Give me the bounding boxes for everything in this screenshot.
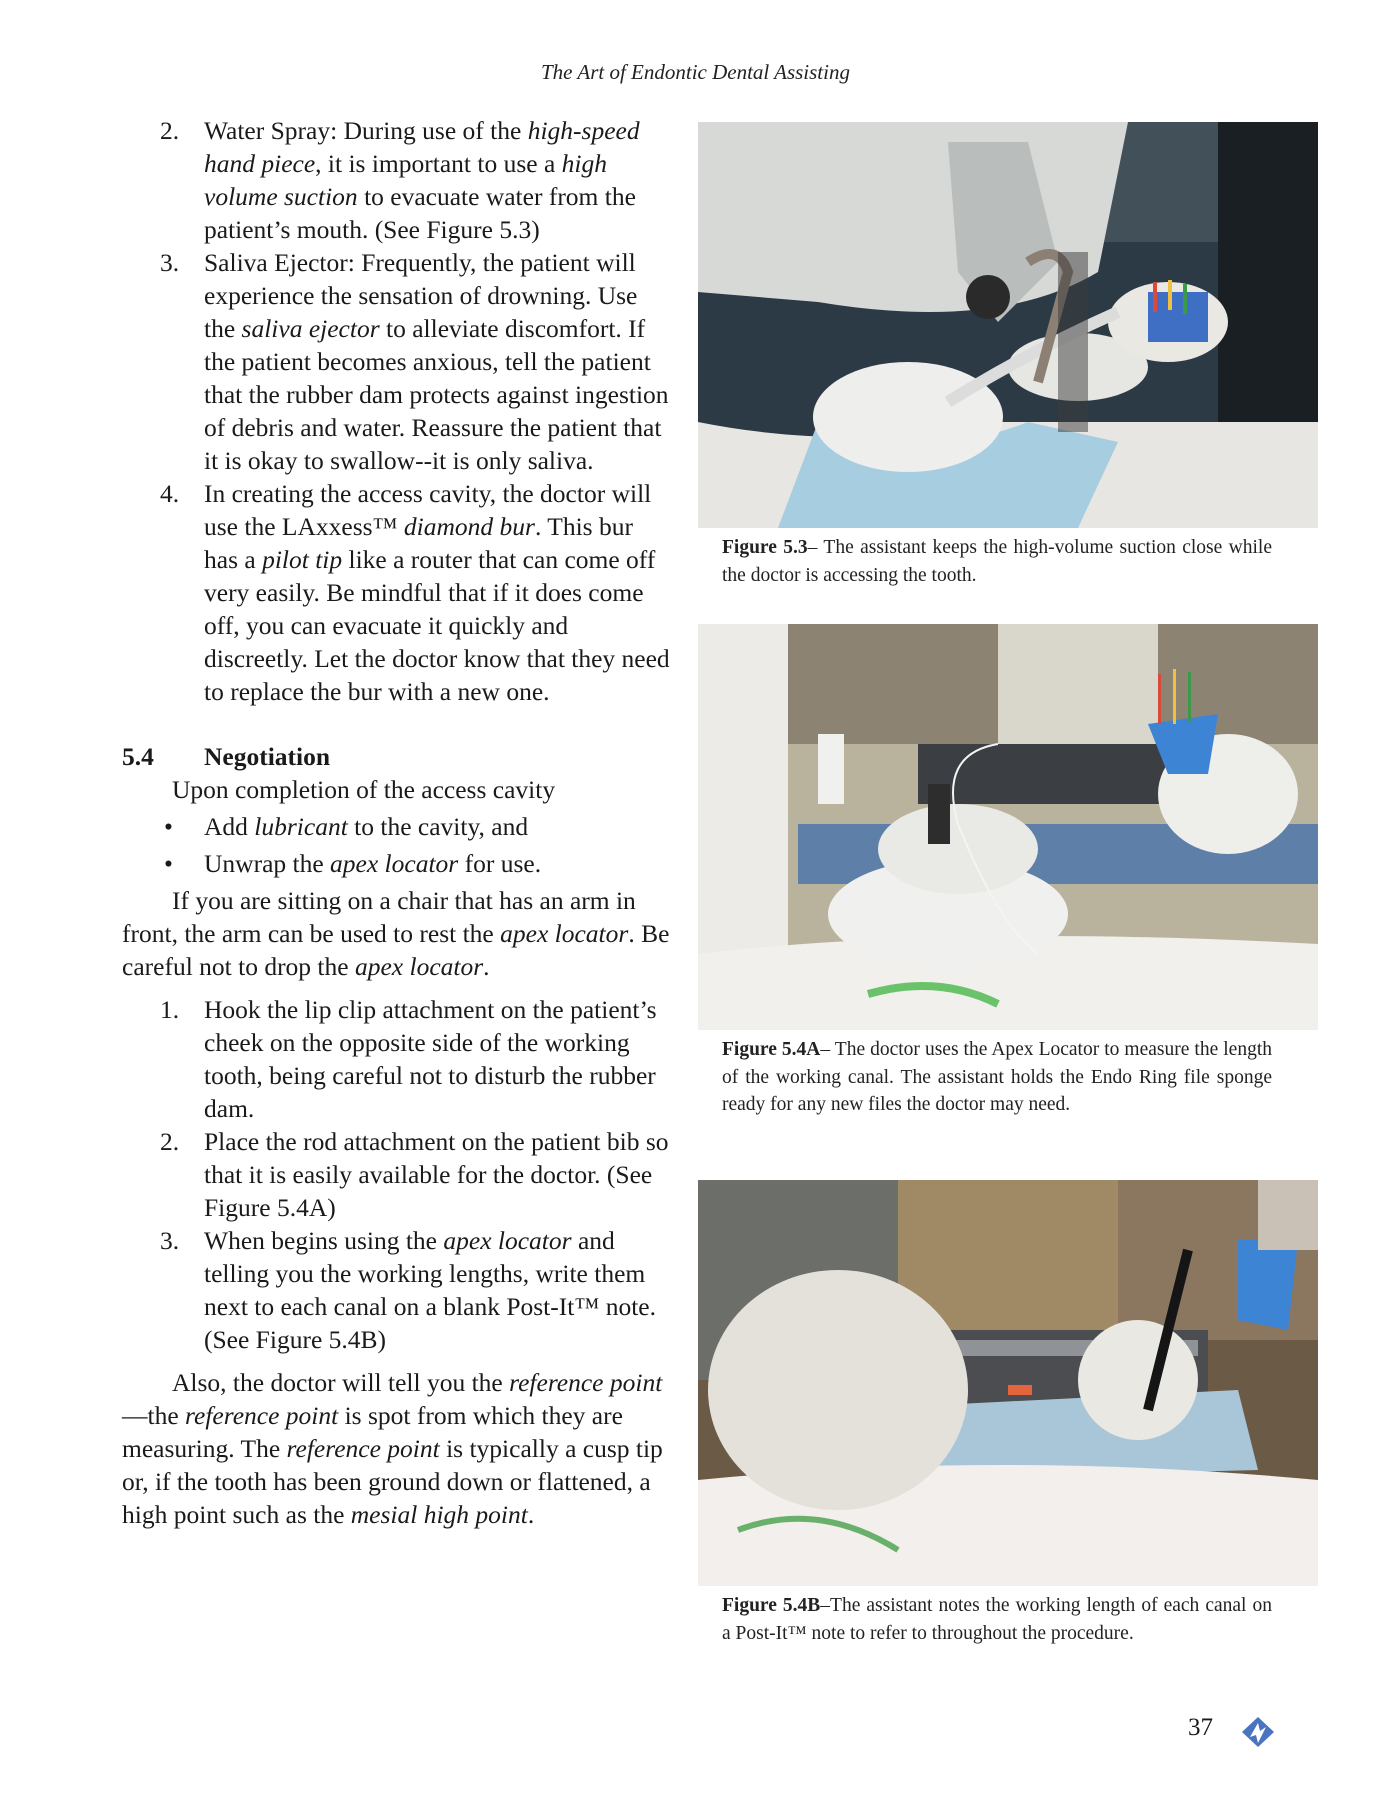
list-item-access-cavity: 4. In creating the access cavity, the doctor will use the LAxxess™ diamond bur. This bur has a pilot tip like a router that can come off very easily. Be mindful that if it does come off, you can evacuate it quickly and discreetly. Let the doctor know that they need to replace the bur with a new one. [160,479,670,706]
section-number: 5.4 [122,742,154,771]
apex-locator-photo [698,624,1318,1030]
page-number: 37 [1188,1714,1213,1741]
section-heading [122,740,670,773]
list-item-water-spray: 2. Water Spray: During use of the high-speed hand piece, it is important to use a high volume suction to evacuate water from the patient’s mouth. (See Figure 5.3) [160,116,640,244]
list-number: 3. [160,248,180,277]
bullet-icon: • [164,812,173,841]
figure-5-4b-photo [698,1180,1318,1591]
intro-paragraph: Upon completion of the access cavity [172,775,556,804]
list-number: 1. [160,995,180,1024]
bullet-item-lubricant: • Add lubricant to the cavity, and [164,812,529,841]
list-item-lip-clip: 1. Hook the lip clip attachment on the patient’s cheek on the opposite side of the working tooth, being careful not to disturb the rubber dam. [160,995,657,1123]
list-number: 4. [160,479,180,508]
bullet-icon: • [164,849,173,878]
main-text-column [122,114,670,1531]
section-title: Negotiation [204,742,331,771]
list-number: 2. [160,1127,180,1156]
figure-5-3-caption: Figure 5.3– The assistant keeps the high-volume suction close while the doctor is accessing the tooth. [722,537,1272,586]
figure-5-3-photo [698,122,1318,533]
figure-5-4a-photo [698,624,1318,1035]
publisher-logo-icon [1240,1715,1276,1749]
list-number: 3. [160,1226,180,1255]
arm-paragraph: If you are sitting on a chair that has an arm in front, the arm can be used to rest the apex locator. Be careful not to drop the apex locator. [122,886,670,981]
figure-5-4a-caption: Figure 5.4A– The doctor uses the Apex Locator to measure the length of the working canal. The assistant holds the Endo Ring file sponge ready for any new files the doctor may need. [722,1039,1272,1115]
post-it-note-photo [698,1180,1318,1586]
list-item-rod-attachment: 2. Place the rod attachment on the patient bib so that it is easily available for the doctor. (See Figure 5.4A) [160,1127,669,1222]
list-item-saliva-ejector: 3. Saliva Ejector: Frequently, the patient will experience the sensation of drowning. Use the saliva ejector to alleviate discomfort. If the patient becomes anxious, tell the patient that the rubber dam protects against ingestion of debris and water. Reassure the patient that it is okay to swallow--it is only saliva. [160,248,669,475]
figure-5-4b-caption: Figure 5.4B–The assistant notes the working length of each canal on a Post-It™ note to refer to throughout the procedure. [722,1595,1272,1644]
reference-point-paragraph: Also, the doctor will tell you the reference point—the reference point is spot from which they are measuring. The reference point is typically a cusp tip or, if the tooth has been ground down or flattened, a high point such as the mesial high point. [122,1368,663,1529]
list-number: 2. [160,116,180,145]
bullet-item-apex-locator: • Unwrap the apex locator for use. [164,849,542,878]
figure-label: Figure 5.4B [722,1595,821,1616]
figure-label: Figure 5.4A [722,1039,821,1060]
running-header: The Art of Endontic Dental Assisting [541,60,850,84]
figure-label: Figure 5.3 [722,537,808,558]
list-item-working-lengths: 3. When begins using the apex locator and telling you the working lengths, write them next to each canal on a blank Post-It™ note. (See Figure 5.4B) [160,1226,656,1354]
dental-procedure-photo [698,122,1318,528]
